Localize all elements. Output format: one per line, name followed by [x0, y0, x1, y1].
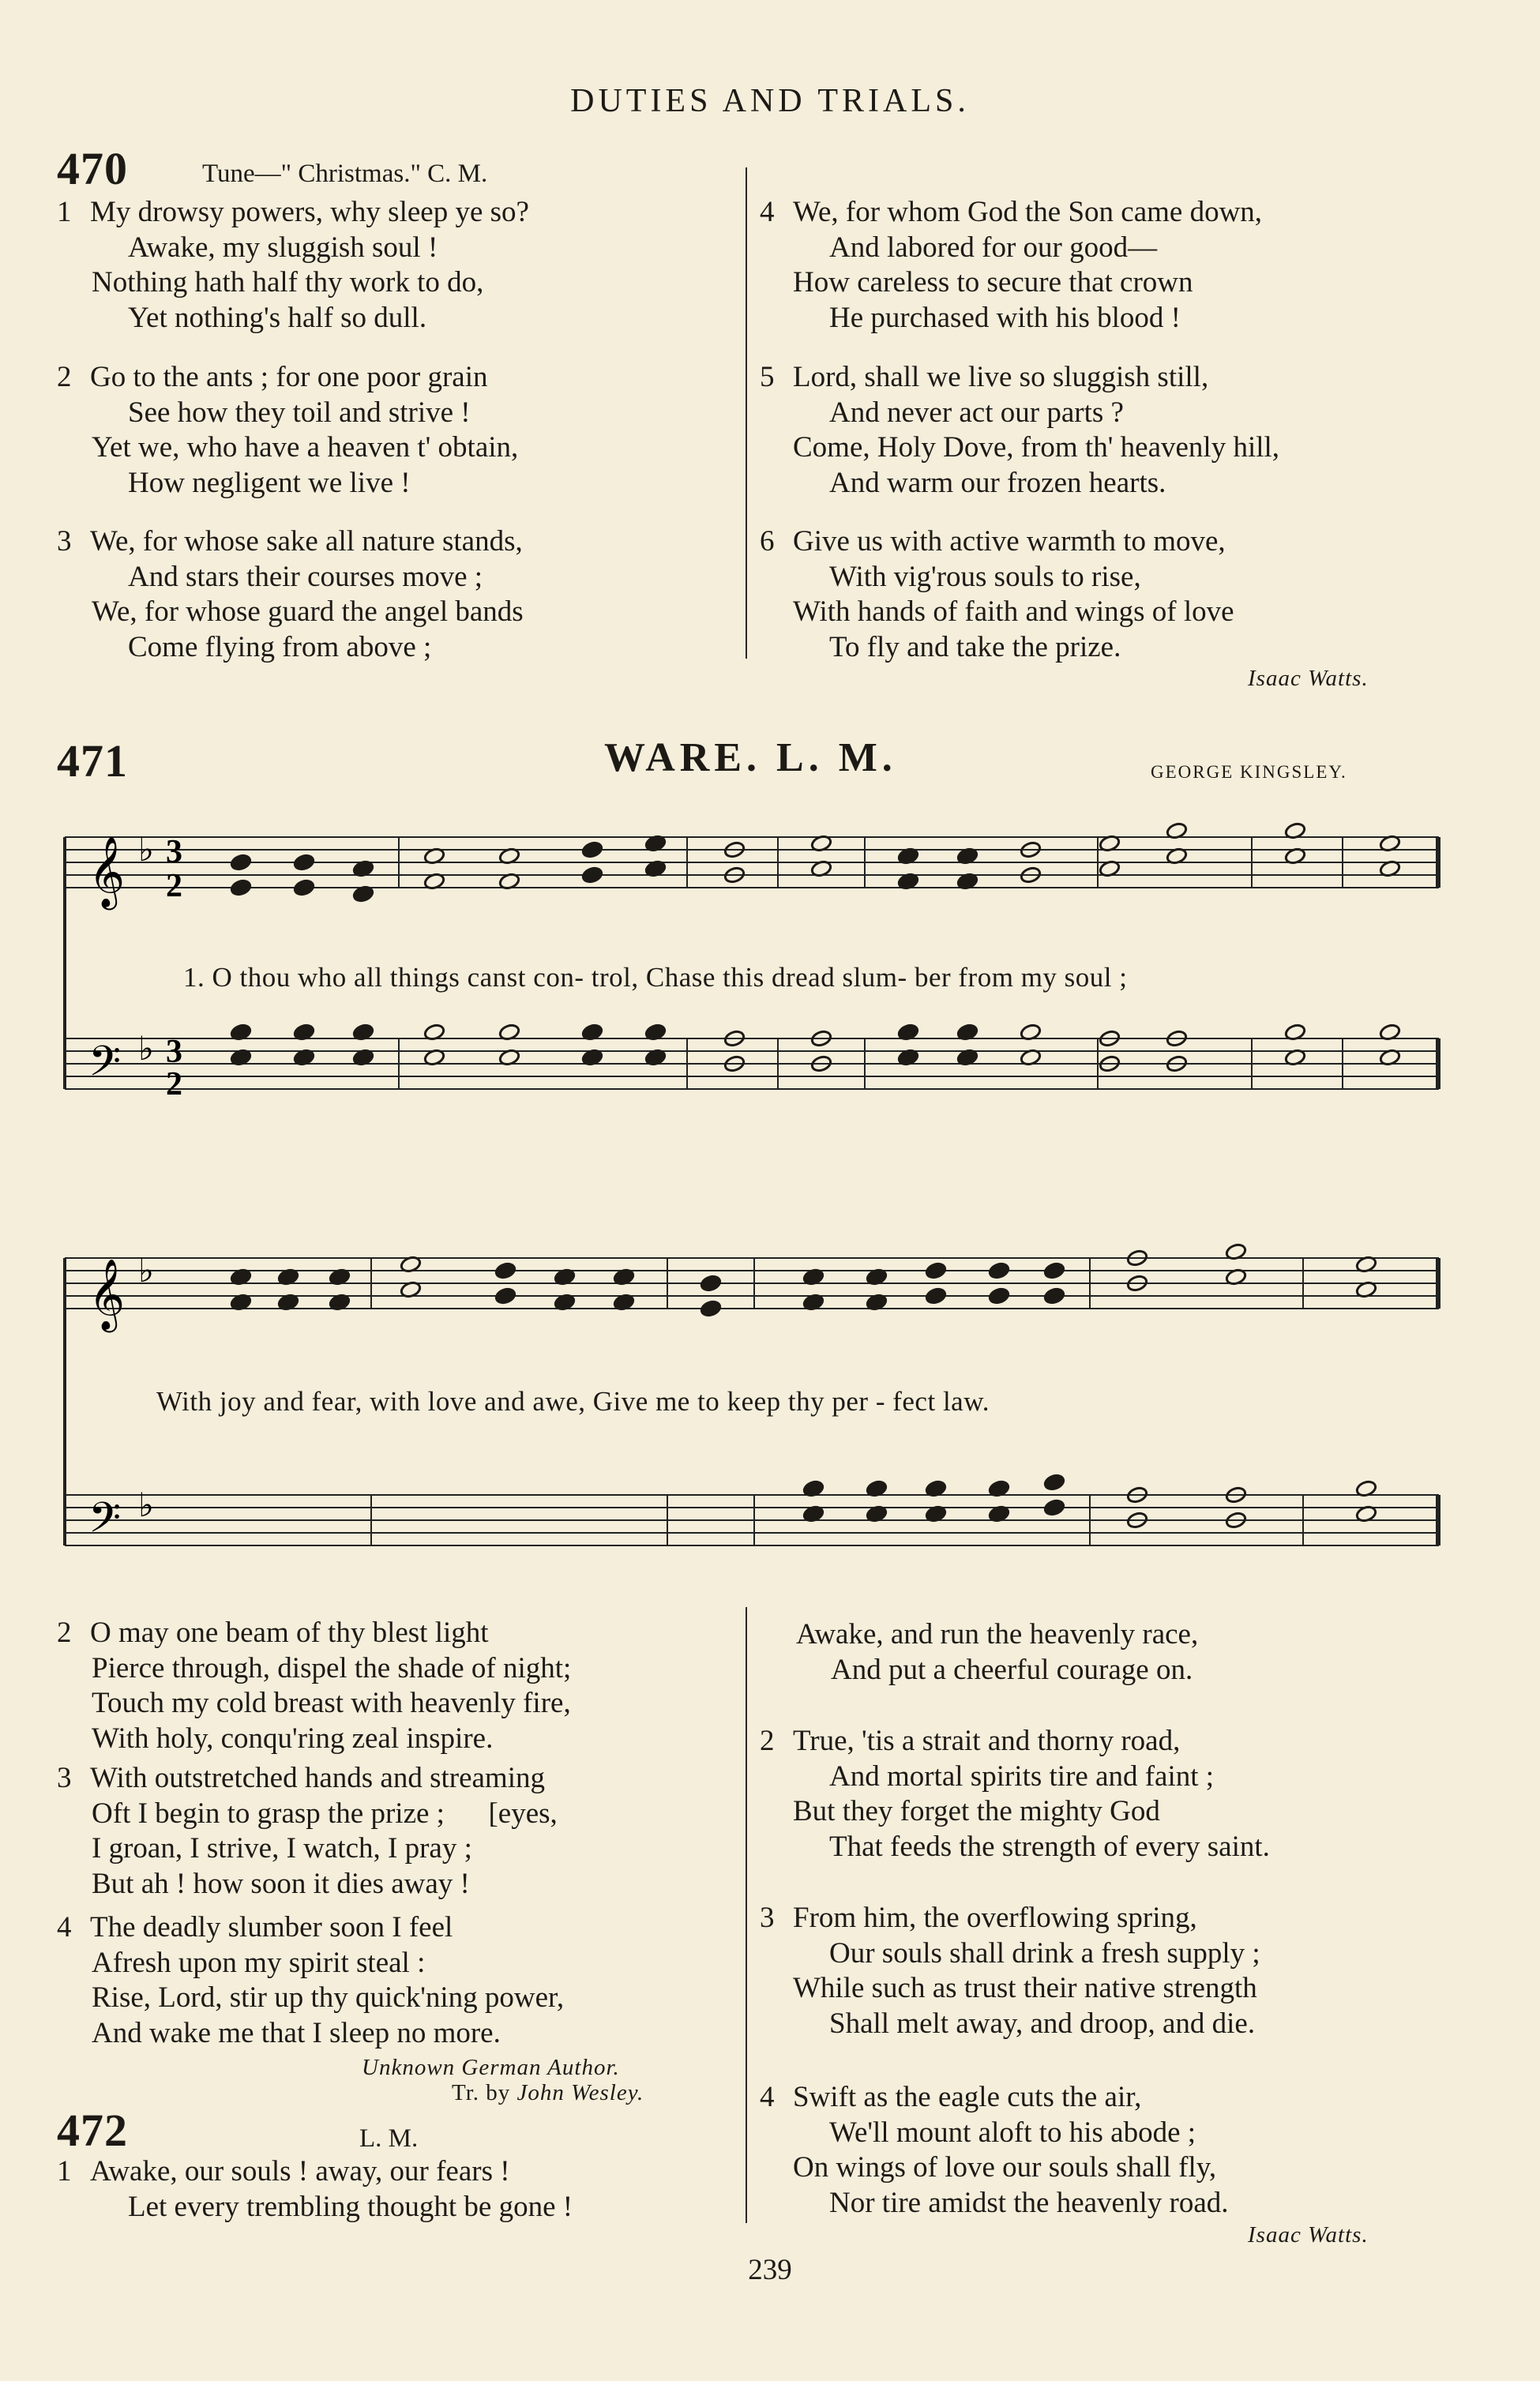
key-flat-bass: ♭	[138, 1485, 154, 1524]
lyric-syllable: me	[655, 1386, 698, 1417]
key-flat-treble: ♭	[138, 830, 154, 869]
lyric-syllable: this	[723, 962, 772, 993]
note-head	[1043, 1473, 1065, 1491]
lyric-syllable: law.	[942, 1386, 990, 1417]
lyric-syllable: and	[484, 1386, 533, 1417]
hymn-471-number: 471	[57, 735, 128, 787]
final-bar-line	[1436, 1038, 1440, 1089]
music-system-1	[0, 806, 1540, 1114]
lyric-syllable: and	[263, 1386, 312, 1417]
lyric-syllable: all	[354, 962, 390, 993]
note-head	[494, 1261, 516, 1279]
hymn-470-stanza-6: 6 Give us with active warmth to move, With vig'rous souls to rise, With hands of faith and wings of love To fly and take the prize.	[760, 525, 1234, 663]
note-head	[925, 1286, 947, 1305]
page-number: 239	[748, 2254, 792, 2286]
music-lyric-line-2	[156, 1386, 990, 1418]
lyric-syllable: fect	[892, 1386, 943, 1417]
key-flat-bass: ♭	[138, 1029, 154, 1068]
note-head	[1043, 1498, 1065, 1516]
lyric-syllable: from	[958, 962, 1021, 993]
hymn-470-stanza-1: 1 My drowsy powers, why sleep ye so? Awake, my sluggish soul ! Nothing hath half thy work to do, Yet nothing's half so dull.	[57, 196, 529, 334]
lyric-syllable: things	[389, 962, 468, 993]
bass-clef-icon: 𝄢	[88, 1038, 122, 1096]
section-heading: DUTIES AND TRIALS.	[570, 83, 970, 119]
column-divider-2	[746, 1607, 747, 2223]
hymn-472-meter: L. M.	[359, 2124, 419, 2153]
note-head	[988, 1261, 1010, 1279]
lyric-syllable: Chase	[645, 962, 723, 993]
note-head	[581, 866, 603, 884]
lyric-syllable: trol,	[591, 962, 646, 993]
hymn-471-stanza-4: 4 The deadly slumber soon I feel Afresh upon my spirit steal : Rise, Lord, stir up thy quick'ning power, And wake me that I sleep no more.	[57, 1911, 565, 2049]
note-head	[230, 853, 252, 871]
hymn-470-tune: Tune—" Christmas." C. M.	[202, 160, 488, 188]
note-head	[700, 1299, 722, 1317]
column-divider	[746, 167, 747, 659]
bass-clef-icon: 𝄢	[88, 1494, 122, 1553]
hymn-472-stanza-1-part-2: Awake, and run the heavenly race, And put a cheerful courage on.	[796, 1618, 1199, 1686]
note-head	[230, 878, 252, 896]
lyric-syllable: thou	[239, 962, 299, 993]
lyric-syllable: ber	[914, 962, 959, 993]
lyric-syllable: dread	[771, 962, 843, 993]
key-flat-treble: ♭	[138, 1251, 154, 1290]
lyric-syllable: who	[298, 962, 355, 993]
final-bar-line	[1436, 837, 1440, 888]
note-head	[293, 853, 315, 871]
lyric-syllable: with	[370, 1386, 428, 1417]
lyric-syllable: con-	[533, 962, 592, 993]
hymn-470-author: Isaac Watts.	[1248, 666, 1369, 691]
hymn-470-stanza-4: 4 We, for whom God the Son came down, And labored for our good— How careless to secure that crown He purchased with his blood !	[760, 196, 1263, 334]
music-lyric-line-1	[183, 962, 1128, 993]
lyric-syllable: fear,	[311, 1386, 370, 1417]
lyric-syllable: canst	[467, 962, 534, 993]
hymn-472-author: Isaac Watts.	[1248, 2222, 1369, 2248]
treble-clef-icon: 𝄞	[88, 836, 126, 907]
lyric-syllable: With	[156, 1386, 220, 1417]
hymn-472-stanza-1-part-1: 1 Awake, our souls ! away, our fears ! Let every trembling thought be gone !	[57, 2155, 573, 2223]
lyric-syllable: soul ;	[1064, 962, 1128, 993]
lyric-syllable: per	[832, 1386, 876, 1417]
treble-clef-icon: 𝄞	[88, 1259, 126, 1330]
hymn-470-stanza-5: 5 Lord, shall we live so sluggish still, And never act our parts ? Come, Holy Dove, from th' heavenly hill, And warm our frozen hearts.	[760, 361, 1280, 499]
lyric-syllable: awe,	[532, 1386, 593, 1417]
lyric-syllable: my	[1020, 962, 1065, 993]
note-head	[494, 1286, 516, 1305]
lyric-syllable: slum-	[842, 962, 915, 993]
note-head	[925, 1261, 947, 1279]
hymn-471-stanza-2: 2 O may one beam of thy blest light Pierce through, dispel the shade of night; Touch my cold breast with heavenly fire, With holy, conqu'ring zeal inspire.	[57, 1617, 572, 1755]
lyric-syllable: Give	[592, 1386, 656, 1417]
hymn-471-composer: GEORGE KINGSLEY.	[1151, 762, 1347, 782]
hymn-471-translator: Tr. by John Wesley.	[452, 2080, 644, 2105]
time-sig-top-bass: 3	[166, 1034, 182, 1070]
hymn-472-number: 472	[57, 2105, 128, 2156]
note-head	[1043, 1261, 1065, 1279]
note-head	[293, 878, 315, 896]
final-bar-line	[1436, 1495, 1440, 1545]
lyric-syllable: love	[427, 1386, 485, 1417]
lyric-syllable: thy	[787, 1386, 832, 1417]
hymn-472-stanza-3: 3 From him, the overflowing spring, Our souls shall drink a fresh supply ; While such as trust their native strength Shall melt away, and droop, and die.	[760, 1902, 1260, 2040]
lyric-syllable: -	[875, 1386, 893, 1417]
hymn-470-stanza-2: 2 Go to the ants ; for one poor grain See how they toil and strive ! Yet we, who have a heaven t' obtain, How negligent we live !	[57, 361, 519, 499]
time-sig-bottom-treble: 2	[166, 868, 182, 904]
lyric-syllable: 1. O	[183, 962, 240, 993]
lyric-syllable: to	[697, 1386, 727, 1417]
hymn-472-stanza-2: 2 True, 'tis a strait and thorny road, And mortal spirits tire and faint ; But they forget the mighty God That feeds the strength of every saint.	[760, 1725, 1270, 1863]
hymn-471-title: WARE. L. M.	[604, 735, 897, 780]
time-sig-bottom-bass: 2	[166, 1066, 182, 1102]
note-head	[1043, 1286, 1065, 1305]
hymn-471-author: Unknown German Author.	[362, 2055, 620, 2080]
final-bar-line	[1436, 1258, 1440, 1309]
hymn-470-stanza-3: 3 We, for whose sake all nature stands, And stars their courses move ; We, for whose guard the angel bands Come flying from above ;	[57, 525, 524, 663]
lyric-syllable: joy	[219, 1386, 264, 1417]
lyric-syllable: keep	[727, 1386, 788, 1417]
hymn-472-stanza-4: 4 Swift as the eagle cuts the air, We'll mount aloft to his abode ; On wings of love our souls shall fly, Nor tire amidst the heavenly road.	[760, 2081, 1229, 2219]
hymn-471-stanza-3: 3 With outstretched hands and streaming Oft I begin to grasp the prize ; [eyes, I groan, I strive, I watch, I pray ; But ah ! how soon it dies away !	[57, 1762, 558, 1900]
note-head	[988, 1286, 1010, 1305]
note-head	[581, 840, 603, 858]
hymn-470-number: 470	[57, 143, 128, 194]
time-sig-top-treble: 3	[166, 834, 182, 870]
note-head	[700, 1274, 722, 1292]
